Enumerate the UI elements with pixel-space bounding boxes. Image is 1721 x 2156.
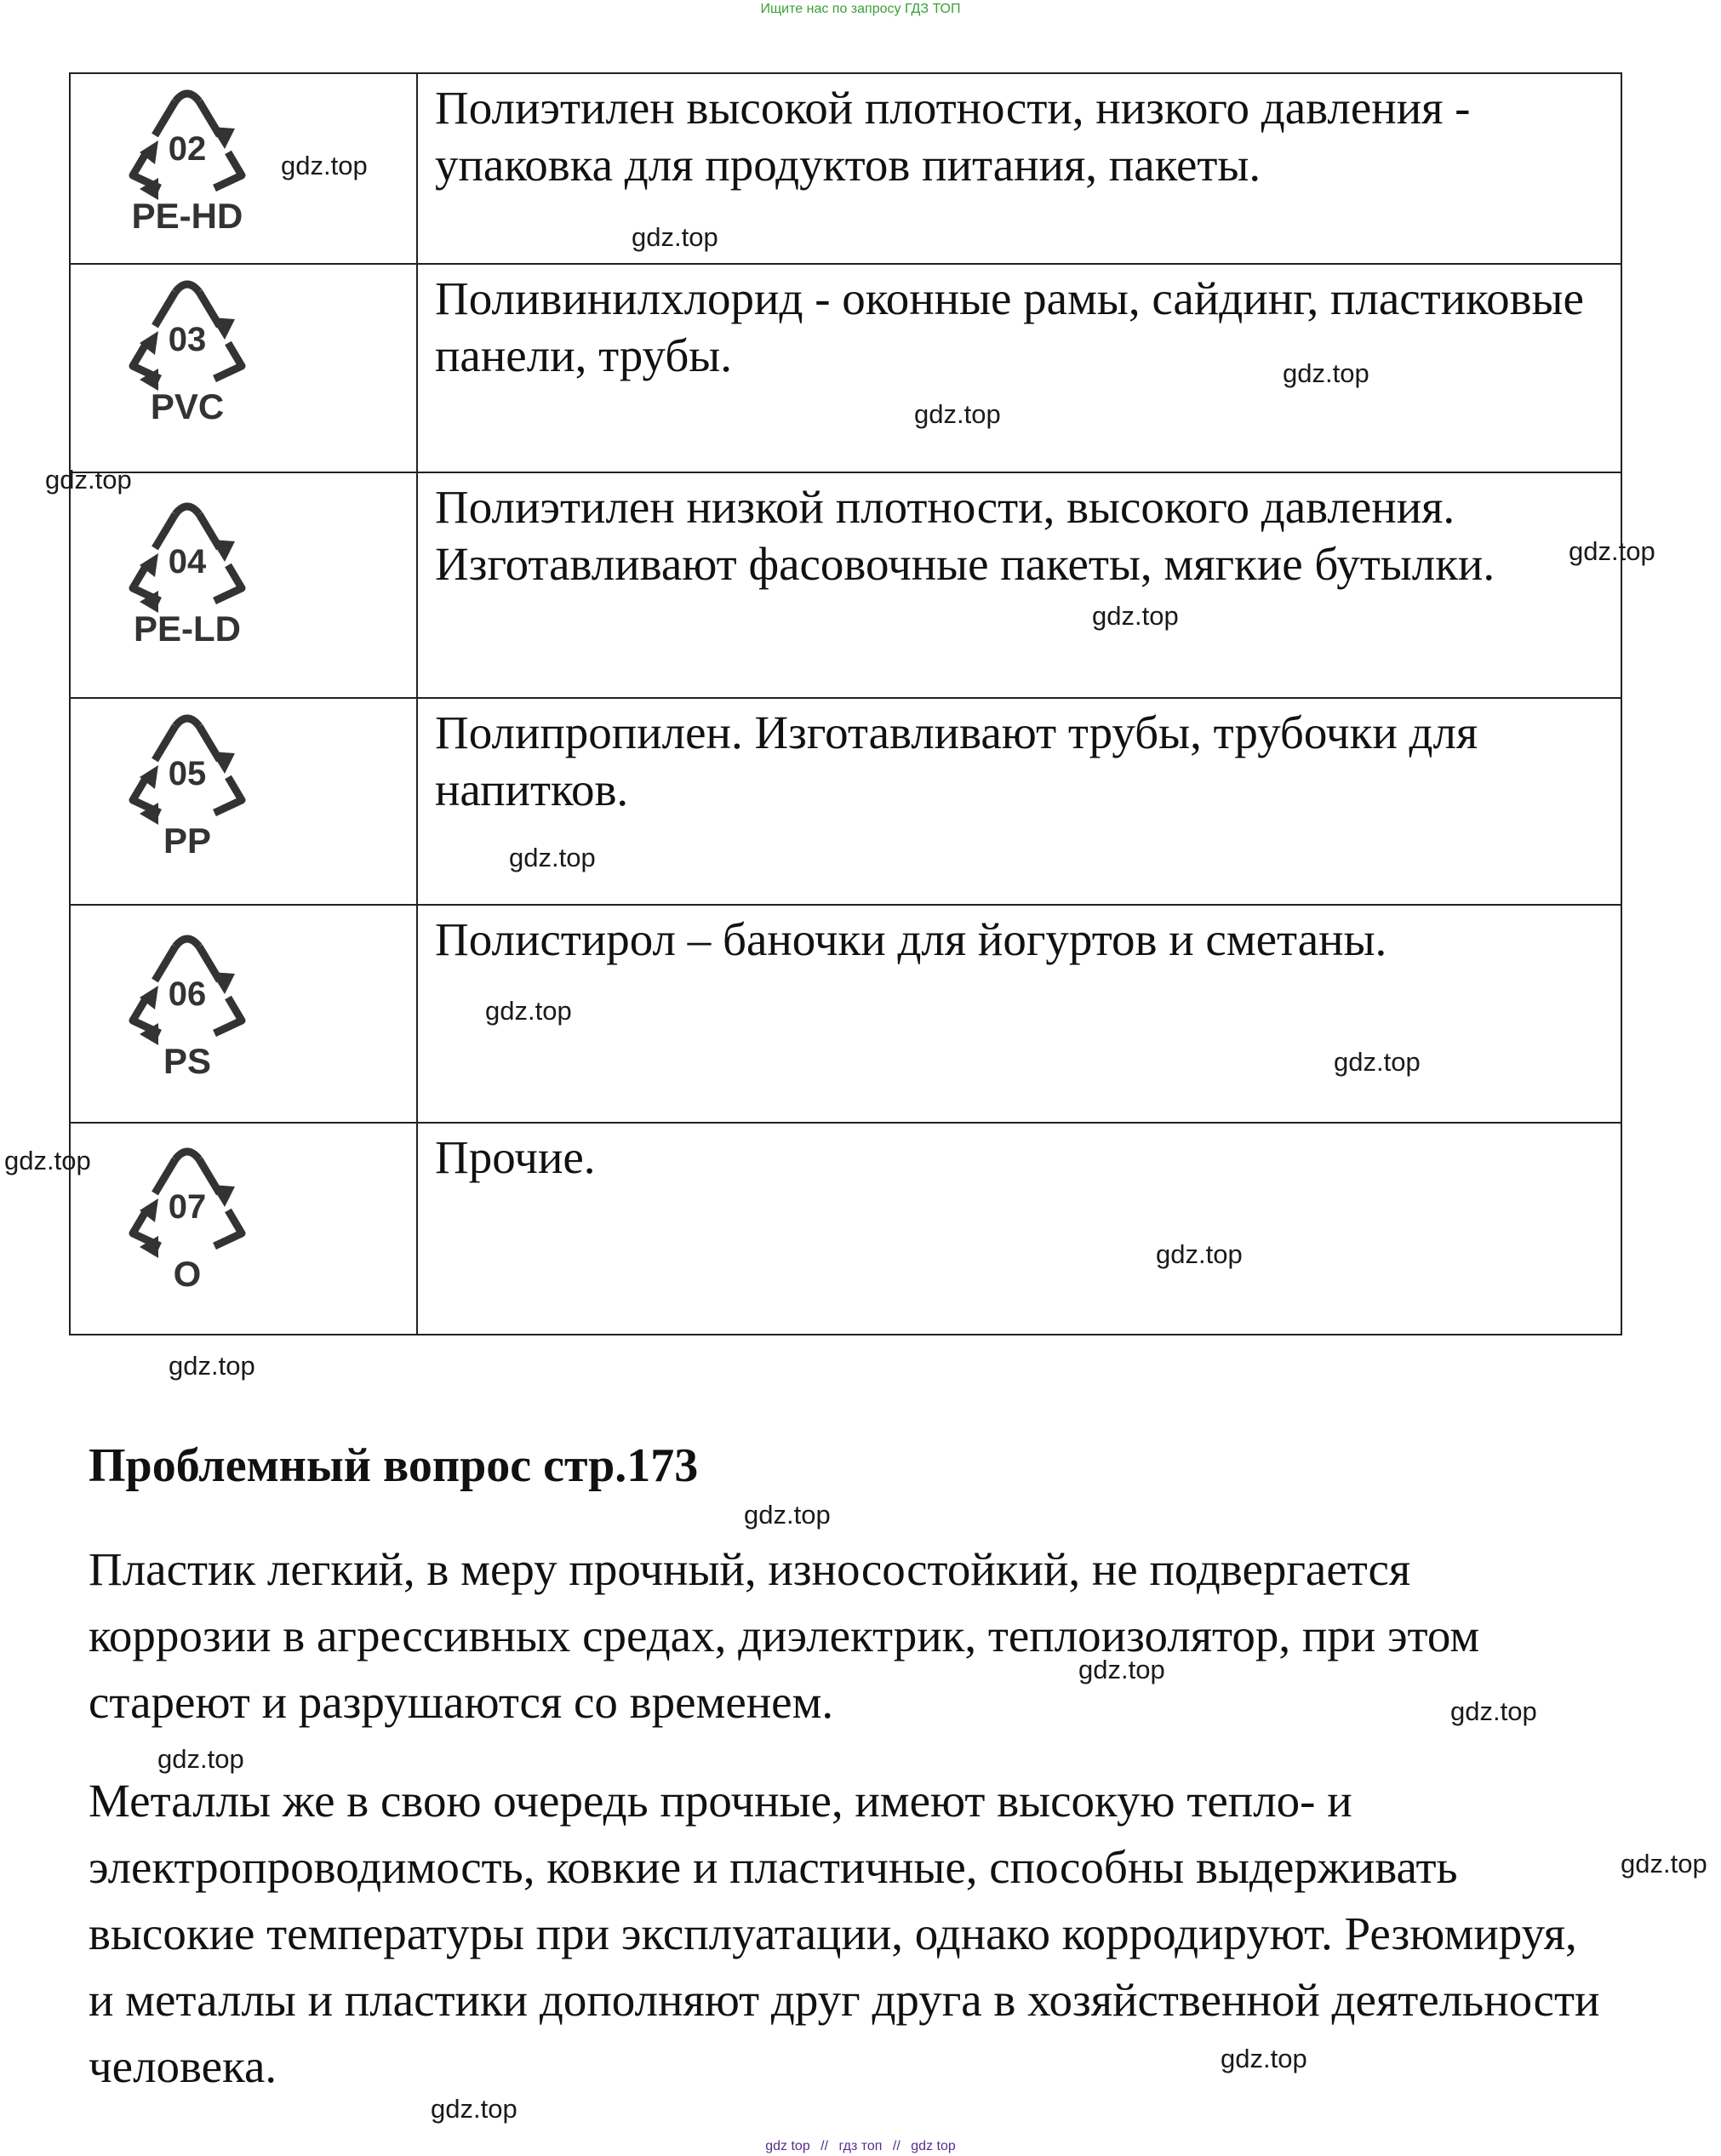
watermark: gdz.top xyxy=(485,996,572,1026)
recycling-symbol xyxy=(89,702,285,860)
resin-abbreviation: O xyxy=(173,1254,202,1294)
table-row xyxy=(70,472,1621,698)
symbol-cell xyxy=(70,472,417,698)
watermark: gdz.top xyxy=(4,1146,91,1175)
plastic-description: Поливинилхлорид - оконные рамы, сайдинг, пластиковые панели, трубы. xyxy=(417,264,1621,472)
watermark: gdz.top xyxy=(1283,358,1369,388)
watermark: gdz.top xyxy=(1156,1239,1243,1269)
resin-abbreviation: PE-LD xyxy=(134,609,241,649)
recycle-icon xyxy=(111,923,264,1046)
table-row xyxy=(70,1123,1621,1335)
footer-separator: // xyxy=(892,2139,901,2153)
symbol-cell xyxy=(70,905,417,1123)
footer-link[interactable]: gdz top xyxy=(911,2139,956,2153)
recycling-symbol xyxy=(89,268,285,426)
recycle-icon xyxy=(111,77,264,201)
watermark: gdz.top xyxy=(431,2094,517,2124)
recycle-icon xyxy=(111,1135,264,1259)
plastic-description: Полиэтилен высокой плотности, низкого давления - упаковка для продуктов питания, пакеты. xyxy=(417,73,1621,264)
watermark: gdz.top xyxy=(169,1351,255,1381)
watermark: gdz.top xyxy=(157,1744,244,1774)
watermark: gdz.top xyxy=(1621,1849,1707,1879)
table-row xyxy=(70,905,1621,1123)
plastic-description: Прочие. xyxy=(417,1123,1621,1335)
resin-abbreviation: PP xyxy=(163,821,212,861)
resin-abbreviation: PE-HD xyxy=(131,196,243,236)
footer-link[interactable]: gdz top xyxy=(765,2139,810,2153)
plastic-description: Полиэтилен низкой плотности, высокого давления. Изготавливают фасовочные пакеты, мягкие бутылки. xyxy=(417,472,1621,698)
watermark: gdz.top xyxy=(744,1500,831,1530)
resin-abbreviation: PVC xyxy=(150,386,225,426)
recycling-symbol xyxy=(89,1135,285,1293)
resin-abbreviation: PS xyxy=(163,1041,212,1081)
footer-links xyxy=(0,2138,1721,2155)
resin-code: 02 xyxy=(168,130,207,168)
symbol-cell xyxy=(70,264,417,472)
symbol-cell xyxy=(70,1123,417,1335)
watermark: gdz.top xyxy=(1078,1655,1165,1684)
footer-separator: // xyxy=(820,2139,829,2153)
recycling-codes-table xyxy=(69,72,1622,1335)
recycle-icon xyxy=(111,268,264,392)
plastic-description: Полистирол – баночки для йогуртов и сметаны. xyxy=(417,905,1621,1123)
watermark: gdz.top xyxy=(1221,2044,1307,2073)
resin-code: 03 xyxy=(168,321,207,358)
plastic-description: Полипропилен. Изготавливают трубы, трубочки для напитков. xyxy=(417,698,1621,905)
watermark: gdz.top xyxy=(1450,1696,1537,1726)
answer-paragraph: Металлы же в свою очередь прочные, имеют высокую тепло- и электропроводимость, ковкие и пластичные, способны выдерживать высокие температуры при эксплуатации, однако корродируют. Резюмируя, и металлы и пластики дополняют друг друга в хозяйственной деятельности человека. xyxy=(89,1775,1600,2092)
watermark: gdz.top xyxy=(914,399,1001,429)
question-title: Проблемный вопрос стр.173 xyxy=(89,1439,699,1492)
footer-link[interactable]: гдз топ xyxy=(838,2139,883,2153)
symbol-cell xyxy=(70,698,417,905)
resin-code: 07 xyxy=(168,1188,207,1226)
watermark: gdz.top xyxy=(509,843,596,872)
watermark: gdz.top xyxy=(1334,1047,1421,1077)
resin-code: 05 xyxy=(168,755,207,792)
answer-paragraph: Пластик легкий, в меру прочный, износостойкий, не подвергается коррозии в агрессивных средах, диэлектрик, теплоизолятор, при этом стареют и разрушаются со временем. xyxy=(89,1543,1480,1728)
table-row xyxy=(70,264,1621,472)
watermark: gdz.top xyxy=(1569,536,1655,566)
recycling-symbol xyxy=(89,923,285,1080)
watermark: gdz.top xyxy=(632,222,718,252)
watermark: gdz.top xyxy=(281,151,368,180)
resin-code: 06 xyxy=(168,975,207,1013)
table-row xyxy=(70,698,1621,905)
recycling-symbol xyxy=(89,490,285,648)
recycling-symbol xyxy=(89,77,285,235)
recycle-icon xyxy=(111,490,264,614)
watermark: gdz.top xyxy=(45,465,132,495)
top-banner[interactable]: Ищите нас по запросу ГДЗ ТОП xyxy=(760,2,961,16)
watermark: gdz.top xyxy=(1092,601,1179,631)
resin-code: 04 xyxy=(168,543,207,580)
recycle-icon xyxy=(111,702,264,826)
